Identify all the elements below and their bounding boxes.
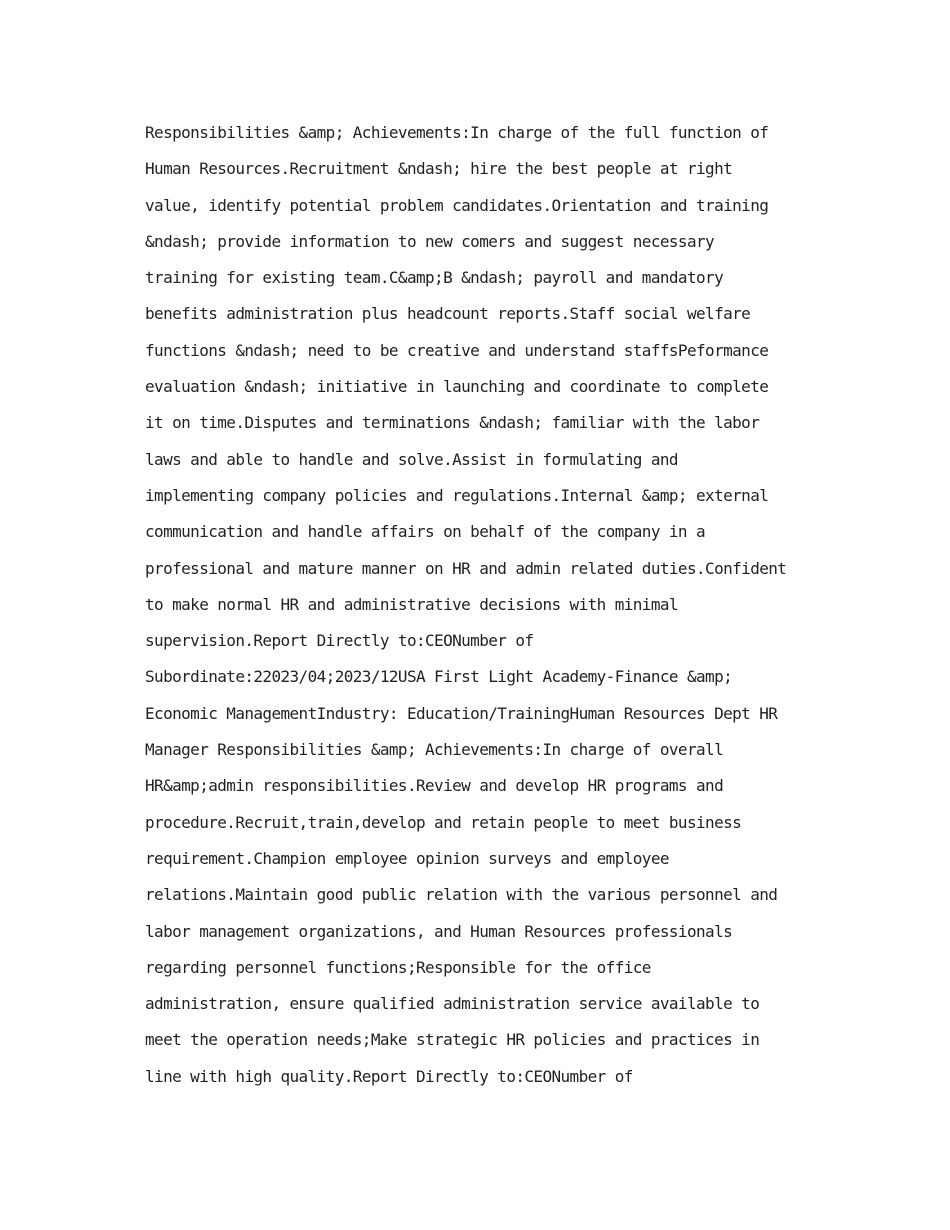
text-line: &ndash; provide information to new comers and suggest necessary (145, 231, 715, 251)
text-line: HR&amp;admin responsibilities.Review and develop HR programs and (145, 776, 724, 796)
text-line: line with high quality.Report Directly to:CEONumber of (145, 1066, 633, 1086)
text-line: relations.Maintain good public relation with the various personnel and (145, 885, 778, 905)
text-line: Human Resources.Recruitment &ndash; hire the best people at right (145, 159, 733, 179)
text-line: meet the operation needs;Make strategic HR policies and practices in (145, 1030, 760, 1050)
text-line: implementing company policies and regulations.Internal &amp; external (145, 485, 769, 505)
text-line: it on time.Disputes and terminations &ndash; familiar with the labor (145, 413, 760, 433)
text-line: benefits administration plus headcount reports.Staff social welfare (145, 304, 751, 324)
text-line: procedure.Recruit,train,develop and retain people to meet business (145, 812, 742, 832)
text-line: evaluation &ndash; initiative in launching and coordinate to complete (145, 377, 769, 397)
text-line: Responsibilities &amp; Achievements:In charge of the full function of (145, 123, 769, 142)
text-line: laws and able to handle and solve.Assist in formulating and (145, 449, 678, 469)
text-line: labor management organizations, and Human Resources professionals (145, 921, 733, 941)
text-line: communication and handle affairs on behalf of the company in a (145, 522, 706, 542)
text-line: Manager Responsibilities &amp; Achievements:In charge of overall (145, 740, 724, 760)
text-line: to make normal HR and administrative decisions with minimal (145, 594, 678, 614)
text-line: requirement.Champion employee opinion surveys and employee (145, 848, 669, 868)
body-text (145, 115, 825, 1095)
text-line: training for existing team.C&amp;B &ndash; payroll and mandatory (145, 268, 724, 288)
text-line: administration, ensure qualified administration service available to (145, 994, 760, 1014)
text-line: Subordinate:22023/04;2023/12USA First Light Academy-Finance &amp; (145, 667, 733, 687)
text-line: Economic ManagementIndustry: Education/TrainingHuman Resources Dept HR (145, 703, 778, 723)
text-line: supervision.Report Directly to:CEONumber of (145, 631, 534, 651)
text-line: regarding personnel functions;Responsible for the office (145, 957, 651, 977)
text-line: professional and mature manner on HR and admin related duties.Confident (145, 558, 787, 578)
text-line: functions &ndash; need to be creative and understand staffsPeformance (145, 340, 769, 360)
text-line: value, identify potential problem candidates.Orientation and training (145, 195, 769, 215)
